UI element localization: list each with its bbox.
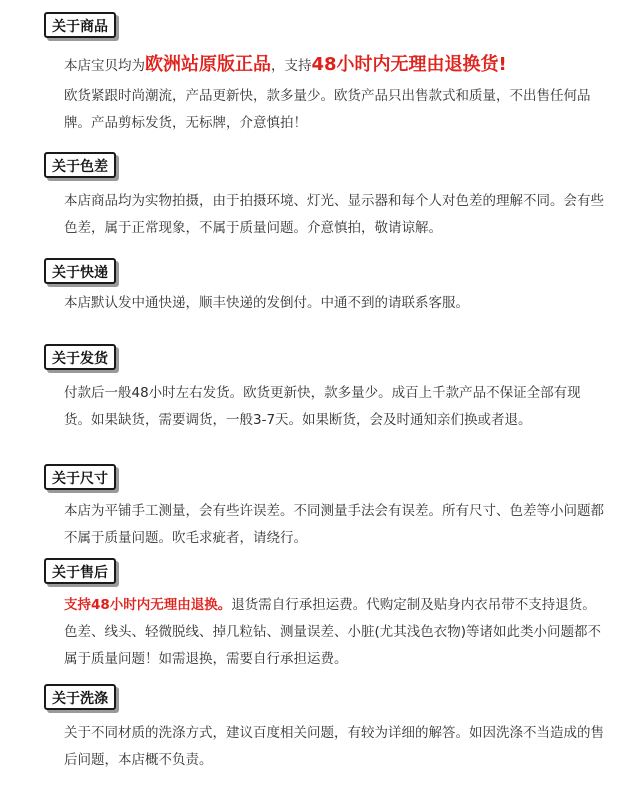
product-paragraph bbox=[64, 48, 624, 137]
color-difference-text: 本店商品均为实物拍摄，由于拍摄环境、灯光、显示器和每个人对色差的理解不同。会有些色差，属于正常现象，不属于质量问题。介意慎拍，敬请谅解。 bbox=[64, 193, 604, 236]
dispatch-text: 付款后一般48小时左右发货。欧货更新快，款多量少。成百上千款产品不保证全部有现货。如果缺货，需要调货，一般3-7天。如果断货，会及时通知亲们换或者退。 bbox=[64, 385, 581, 428]
shipping-courier-text: 本店默认发中通快递，顺丰快递的发倒付。中通不到的请联系客服。 bbox=[64, 295, 469, 311]
after-sales-paragraph bbox=[64, 592, 604, 673]
after-sales-text: 退货需自行承担运费。代购定制及贴身内衣吊带不支持退货。色差、线头、轻微脱线、掉几粒钻、测量误差、小脏(尤其浅色衣物)等诸如此类小问题都不属于质量问题！如需退换，需要自行承担运费。 bbox=[64, 597, 602, 667]
washing-text: 关于不同材质的洗涤方式，建议百度相关问题，有较为详细的解答。如因洗涤不当造成的售后问题，本店概不负责。 bbox=[64, 725, 604, 768]
section-title-dispatch: 关于发货 bbox=[44, 344, 116, 370]
section-title-washing: 关于洗涤 bbox=[44, 684, 116, 710]
after-sales-highlight: 支持48小时内无理由退换。 bbox=[64, 597, 232, 613]
size-text: 本店为平铺手工测量，会有些许误差。不同测量手法会有误差。所有尺寸、色差等小问题都不属于质量问题。吹毛求疵者，请绕行。 bbox=[64, 503, 604, 546]
product-description: 欧货紧跟时尚潮流，产品更新快，款多量少。欧货产品只出售款式和质量，不出售任何品牌。产品剪标发货，无标牌，介意慎拍！ bbox=[64, 88, 591, 131]
return-policy-highlight: 48小时内无理由退换货! bbox=[311, 54, 507, 75]
section-title-product: 关于商品 bbox=[44, 12, 116, 38]
product-mid-text: ，支持 bbox=[271, 58, 312, 74]
product-lead-text: 本店宝贝均为 bbox=[64, 58, 145, 74]
product-guarantee-line bbox=[64, 48, 624, 83]
original-genuine-highlight: 欧洲站原版正品 bbox=[145, 54, 271, 75]
section-title-after-sales: 关于售后 bbox=[44, 558, 116, 584]
section-title-size: 关于尺寸 bbox=[44, 464, 116, 490]
section-title-color-difference: 关于色差 bbox=[44, 152, 116, 178]
section-title-shipping-courier: 关于快递 bbox=[44, 258, 116, 284]
